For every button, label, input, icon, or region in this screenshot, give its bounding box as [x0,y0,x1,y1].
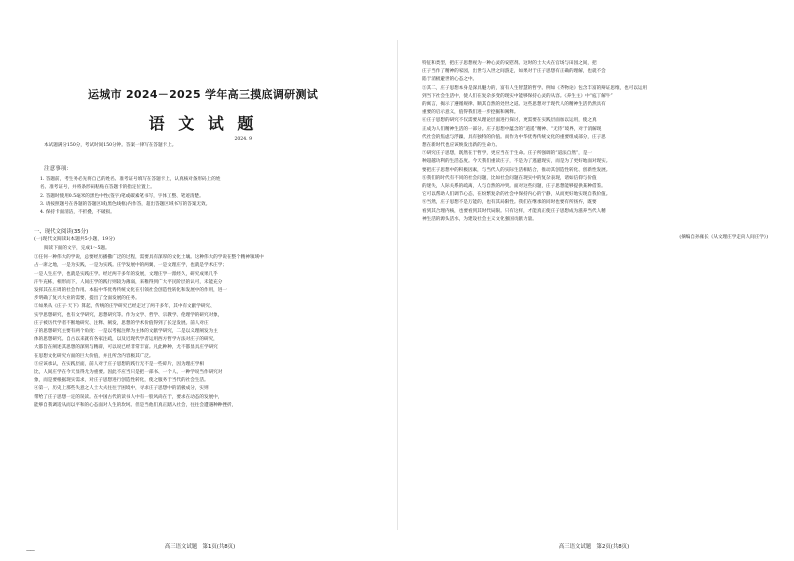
section-title: 一、现代文阅读(35分) [34,229,89,236]
corner-mark: —— [26,548,34,554]
section-subtitle: (一)现代文阅读Ⅰ(本题共5小题，19分) [34,237,115,243]
footer-page-2: 高三语文试题 第2页(共8页) [558,544,630,550]
notes-title: 注意事项： [44,166,72,173]
page-fold [397,40,398,530]
source-citation: (摘编自孙雍长《从文理庄学走向人间庄学》) [679,235,768,241]
notes-text: 1. 答题前，考生务必先将自己的姓名、准考证号填写在答题卡上，认真核对条形码上的姓 名、准考证号，并将条形码粘贴在答题卡的指定位置上。 2. 答题时使用0.5毫米的黑色中性(签字)笔或碳素笔书写，字体工整、笔迹清楚。 3. 请按照题号在各题的答题区域(黑色线框)内作答，超出答题区域书写的答案无效。 4. 保持卡面清洁，不折叠，不破损。 [40,177,221,216]
intro-line: 本试题满分150分，考试时间150分钟。答案一律写在答题卡上。 [44,143,177,148]
reading-instruction: 阅读下面的文字，完成1～5题。 [44,246,110,252]
exam-date: 2024. 9 [234,137,252,142]
right-body-text: 特征和类型，把庄子思想视为一种心灵的安慰剂。这时的士大夫在官场与田园之间，把 庄子当作了精神的家园，出世与入世之间游走，如果对于庄子思想有正确的理解，也就不会 陷于消极避世的心态之中。 ⑤其二，庄子思想本身是深具魅力的，富有人生智慧的哲学。例如《齐物论》包含丰富的辩证思维，也可以运用 到当下社会生活中，使人们在复杂多变的现实中能够保持心灵的从容。《养生主》中“庖丁解牛” 的寓言，揭示了遵循规律、顺其自然的处世之道。这些思想对于现代人的精神生活仍然具有 重要的启示意义，值得我们进一步挖掘和阐释。 ⑥庄子思想的研究不仅需要从理论层面进行探讨，更需要在实践层面加以运用，使之真 正成为人们精神生活的一部分。庄子思想中蕴含的“逍遥”精神、“无待”境界，对于消解现 代社会的焦虑与浮躁，具有独特的价值。而作为中华优秀传统文化的重要组成部分，庄子思 想在新时代也应该焕发出新的生命力。 ⑦研究庄子思想，既然在于哲学，更应当在于生命。庄子所强调的“道法自然”，是一 种超越功利的生活态度。今天我们重读庄子，不是为了逃避现实，而是为了更好地面对现实。 要把庄子思想中的积极因素，与当代人的实际生活相结合，推动其创造性转化、创新性发展。 ⑧我们的时代有不同的社会问题，比如社会问题在现实中的复杂表现，诸如信仰与价值 的迷失，人际关系的疏离，人与自然的冲突。面对这些问题，庄子思想能够提供某种借鉴。 它可以帮助人们调节心态，在纷繁复杂的社会中保持内心的宁静，从而更好地实现自我价值。 ⑨当然，庄子思想不是万能的，也有其局限性。我们在继承的同时也要有所扬弃，既要 看到其合理内核，也要看到其时代局限。只有这样，才能真正使庄子思想成为滋养当代人精 神生活的源头活水，为建设社会主义文化强国贡献力量。 [422,61,648,222]
left-body-text: ①任何一种伟大的学说，总要经历播撒广泛的过程，需要具有深厚的文化土壤。这种伟大的学说在整个精神领域中 占一席之地，一是为实践，一是为实践。庄学发展中的两翼，一是文理庄学，也就是学术庄学； 一是人生庄学，也就是实践庄学。经过两千多年的发展，文理庄学一派经久，研究成果几乎 汗牛充栋，相形而下，人间庄学的践行则较为薄弱，来稚得到广大平民阶层的认可，未能充分 发挥其在庄周的社会作用。本报中华优秀传统文化在引领社会创造性转化和发展中的作用，进一 步明确了复兴大业的需要，提出了全面发展的任务。 ②如果从《庄子·天下》算起，传统的庄学研究已经走过了两千多年，其中有文献学研究、 实学思想研究，也有文学研究，思想研究等。作为文学、哲学、宗教学、伦理学的研究对象， 庄子被历代学者不断地研究、注释、阐发，思想的学术价值得到了长足发展。前人对庄 子的思想研究主要有两个角度：一是以考据注释为主体的文献学研究，二是以义理阐发为主 体的思想研究。自古以来就有各家注疏，以及近现代学者运用西方哲学方法对庄子的研究， 大都旨在阐述其思想的深刻与精辟，可以说已经非常丰富。凡此种种，尤不都显具庄学研究 在思想文化研究方面的巨大价值，并且所含内容极其广泛。 ③应该承认，在实践层面，前人对于庄子思想的践行无不是一些碎片，因为理庄学相 比，人间庄学在今天显得尤为重要。因此不应当只是把一部书、一个人、一种学说当作研究对 象，而是要根据现实需求，对庄子思想进行创造性转化，使之服务于当代的社会生活。 ④第一，历史上那些失意之人士大夫往往于困境中，寻求庄子思想中的消极成分，实则 带给了庄子思想一定的误读。在中国古代的读书人中有一股风尚在于，要求在动态的发展中， 能够自我调适从而以平和的心态面对人生的坎坷。但是当他们真正踏入社会，往往会遭遇种种挫折， [34,255,264,408]
exam-title: 运城市 2024－2025 学年高三摸底调研测试 [87,88,319,101]
page-left [10,6,390,554]
subject-title: 语 文 试 题 [148,114,258,133]
page-right [404,6,784,554]
footer-page-1: 高三语文试题 第1页(共8页) [164,544,236,550]
